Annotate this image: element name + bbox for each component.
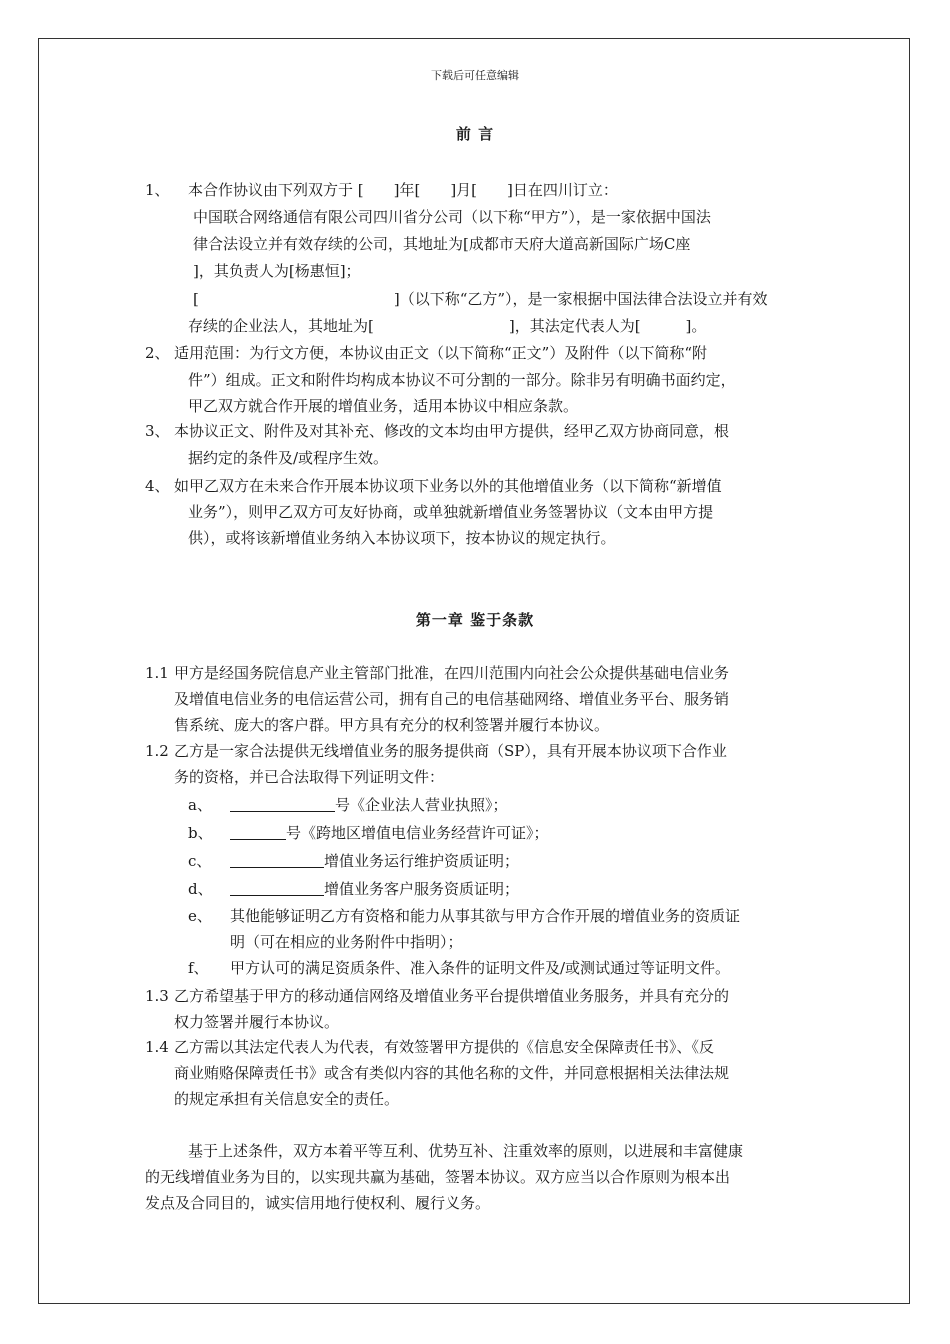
fill-in-blank xyxy=(230,795,335,812)
clause-1-2-line-2: 务的资格，并已合法取得下列证明文件： xyxy=(174,768,445,786)
preface-item-1-line-5: [ ]（以下称“乙方”），是一家根据中国法律合法设立并有效 xyxy=(193,290,768,308)
list-item-e-label: e、 xyxy=(188,907,212,925)
list-item-f-text: 甲方认可的满足资质条件、准入条件的证明文件及/或测试通过等证明文件。 xyxy=(230,959,731,977)
list-item-d-label: d、 xyxy=(188,880,213,898)
list-item-a-label: a、 xyxy=(188,796,212,814)
list-item-c-text: 增值业务运行维护资质证明； xyxy=(324,852,520,870)
list-item-e-line-1: 其他能够证明乙方有资格和能力从事其欲与甲方合作开展的增值业务的资质证 xyxy=(230,907,741,925)
clause-1-4-line-1: 乙方需以其法定代表人为代表，有效签署甲方提供的《信息安全保障责任书》、《反 xyxy=(174,1038,715,1056)
preface-item-1-line-4: ]，其负责人为[杨惠恒]； xyxy=(193,262,361,280)
preface-item-4-number: 4、 xyxy=(145,477,170,495)
fill-in-blank xyxy=(230,823,286,840)
closing-paragraph-line-3: 发点及合同目的，诚实信用地行使权利、履行义务。 xyxy=(145,1194,491,1212)
clause-1-3-line-1: 乙方希望基于甲方的移动通信网络及增值业务平台提供增值业务服务，并具有充分的 xyxy=(174,987,730,1005)
list-item-a-text: 号《企业法人营业执照》； xyxy=(335,796,508,814)
preface-item-2-number: 2、 xyxy=(145,344,170,362)
preface-item-1-line-1: 本合作协议由下列双方于 [ ]年[ ]月[ ]日在四川订立： xyxy=(188,181,618,199)
list-item-d xyxy=(230,879,519,899)
preface-item-4-line-1: 如甲乙双方在未来合作开展本协议项下业务以外的其他增值业务（以下简称“新增值 xyxy=(174,477,722,495)
clause-1-3-line-2: 权力签署并履行本协议。 xyxy=(174,1013,340,1031)
clause-1-2-line-1: 乙方是一家合法提供无线增值业务的服务提供商（SP），具有开展本协议项下合作业 xyxy=(174,742,727,760)
preface-item-1-line-6: 存续的企业法人，其地址为[ ]，其法定代表人为[ ]。 xyxy=(188,317,707,335)
closing-paragraph-line-2: 的无线增值业务为目的，以实现共赢为基础，签署本协议。双方应当以合作原则为根本出 xyxy=(145,1168,731,1186)
preface-item-4-line-3: 供），或将该新增值业务纳入本协议项下，按本协议的规定执行。 xyxy=(188,529,616,547)
preface-item-2-line-3: 甲乙双方就合作开展的增值业务，适用本协议中相应条款。 xyxy=(188,397,579,415)
fill-in-blank xyxy=(230,851,324,868)
clause-1-1-line-3: 售系统、庞大的客户群。甲方具有充分的权利签署并履行本协议。 xyxy=(174,716,610,734)
clause-1-4-line-2: 商业贿赂保障责任书》或含有类似内容的其他名称的文件，并同意根据相关法律法规 xyxy=(174,1064,730,1082)
list-item-f-label: f、 xyxy=(188,959,209,977)
list-item-b-text: 号《跨地区增值电信业务经营许可证》； xyxy=(286,824,549,842)
list-item-a xyxy=(230,795,508,815)
preface-item-1-line-3: 律合法设立并有效存续的公司，其地址为[成都市天府大道高新国际广场C座 xyxy=(193,235,691,253)
closing-paragraph-line-1: 基于上述条件，双方本着平等互利、优势互补、注重效率的原则，以进展和丰富健康 xyxy=(188,1142,744,1160)
list-item-c-label: c、 xyxy=(188,852,212,870)
clause-1-4-number: 1.4 xyxy=(145,1038,169,1056)
chapter-1-title: 第一章 鉴于条款 xyxy=(415,611,535,629)
header-note: 下载后可任意编辑 xyxy=(431,69,519,82)
preface-item-3-number: 3、 xyxy=(145,422,170,440)
list-item-d-text: 增值业务客户服务资质证明； xyxy=(324,880,520,898)
clause-1-4-line-3: 的规定承担有关信息安全的责任。 xyxy=(174,1090,400,1108)
preface-item-2-line-1: 适用范围：为行文方便，本协议由正文（以下简称“正文”）及附件（以下简称“附 xyxy=(174,344,708,362)
preface-item-4-line-2: 业务”），则甲乙双方可友好协商，或单独就新增值业务签署协议（文本由甲方提 xyxy=(188,503,714,521)
clause-1-1-number: 1.1 xyxy=(145,664,169,682)
preface-title: 前 言 xyxy=(455,125,495,143)
list-item-c xyxy=(230,851,519,871)
list-item-b-label: b、 xyxy=(188,824,213,842)
clause-1-1-line-2: 及增值电信业务的电信运营公司，拥有自己的电信基础网络、增值业务平台、服务销 xyxy=(174,690,730,708)
preface-item-3-line-1: 本协议正文、附件及对其补充、修改的文本均由甲方提供，经甲乙双方协商同意，根 xyxy=(174,422,730,440)
preface-item-1-number: 1、 xyxy=(145,181,170,199)
preface-item-1-line-2: 中国联合网络通信有限公司四川省分公司（以下称“甲方”），是一家依据中国法 xyxy=(193,208,711,226)
preface-item-3-line-2: 据约定的条件及/或程序生效。 xyxy=(188,449,389,467)
list-item-b xyxy=(230,823,549,843)
clause-1-3-number: 1.3 xyxy=(145,987,169,1005)
clause-1-1-line-1: 甲方是经国务院信息产业主管部门批准，在四川范围内向社会公众提供基础电信业务 xyxy=(174,664,730,682)
clause-1-2-number: 1.2 xyxy=(145,742,169,760)
fill-in-blank xyxy=(230,879,324,896)
list-item-e-line-2: 明（可在相应的业务附件中指明）； xyxy=(230,933,463,951)
preface-item-2-line-2: 件”）组成。正文和附件均构成本协议不可分割的一部分。除非另有明确书面约定， xyxy=(188,371,736,389)
